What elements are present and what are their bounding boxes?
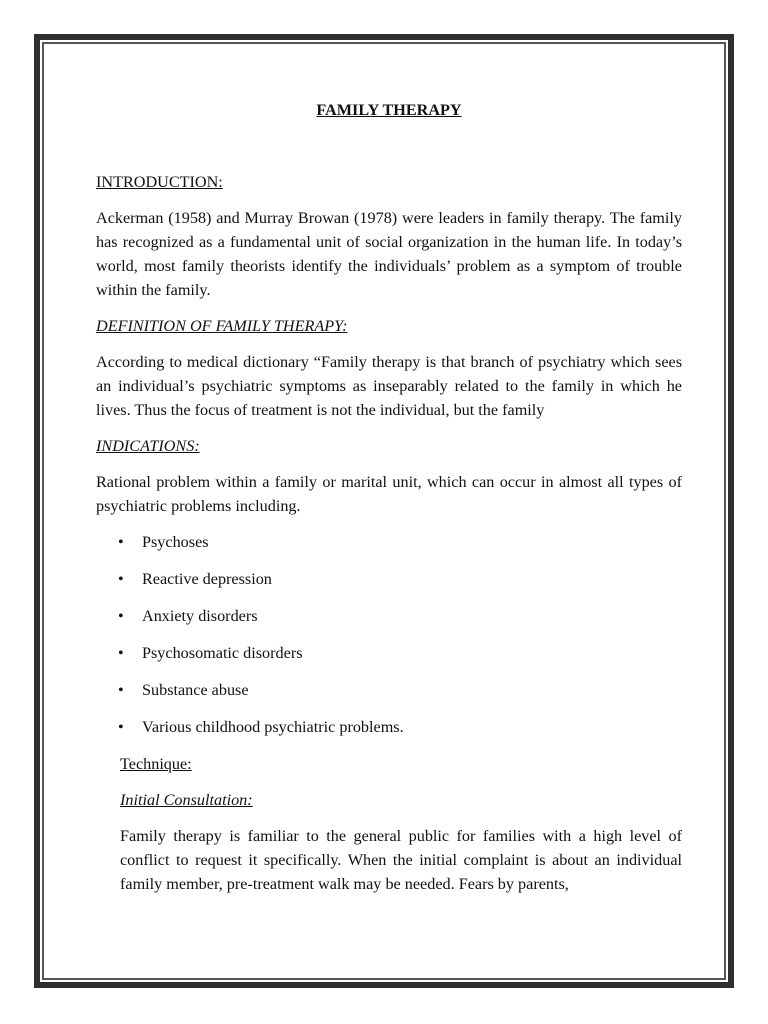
definition-heading: DEFINITION OF FAMILY THERAPY: [96, 317, 348, 335]
page-border [34, 34, 734, 988]
list-item-text: Psychoses [142, 533, 209, 551]
list-item-text: Reactive depression [142, 570, 272, 588]
list-item [96, 604, 682, 628]
list-item [96, 530, 682, 554]
technique-section [96, 752, 682, 896]
bullet-icon: • [118, 533, 124, 551]
list-item-text: Substance abuse [142, 681, 249, 699]
bullet-icon: • [118, 718, 124, 736]
indications-paragraph: Rational problem within a family or marital unit, which can occur in almost all types of psychiatric problems including. [96, 473, 682, 515]
indications-heading: INDICATIONS: [96, 437, 200, 455]
technique-heading: Technique: [120, 755, 192, 773]
list-item [96, 678, 682, 702]
bullet-icon: • [118, 681, 124, 699]
introduction-paragraph: Ackerman (1958) and Murray Browan (1978) were leaders in family therapy. The family has recognized as a fundamental unit of social organization in the human life. In today’s world, most family theorists identify the individuals’ problem as a symptom of trouble within the family. [96, 209, 682, 299]
list-item-text: Psychosomatic disorders [142, 644, 303, 662]
definition-paragraph: According to medical dictionary “Family therapy is that branch of psychiatry which sees an individual’s psychiatric symptoms as inseparably related to the family in which he lives. Thus the focus of treatment is not the individual, but the family [96, 353, 682, 419]
bullet-icon: • [118, 607, 124, 625]
list-item [96, 715, 682, 739]
bullet-icon: • [118, 570, 124, 588]
list-item [96, 567, 682, 591]
list-item-text: Various childhood psychiatric problems. [142, 718, 404, 736]
initial-consultation-heading: Initial Consultation: [120, 791, 253, 809]
bullet-icon: • [118, 644, 124, 662]
indications-list [96, 530, 682, 739]
list-item-text: Anxiety disorders [142, 607, 258, 625]
initial-consultation-paragraph: Family therapy is familiar to the general public for families with a high level of conflict to request it specifically. When the initial complaint is about an individual family member, pre-treatment walk may be needed. Fears by parents, [120, 827, 682, 893]
list-item [96, 641, 682, 665]
introduction-heading: INTRODUCTION: [96, 173, 223, 191]
document-title: FAMILY THERAPY [316, 101, 462, 119]
document-body [96, 98, 682, 908]
